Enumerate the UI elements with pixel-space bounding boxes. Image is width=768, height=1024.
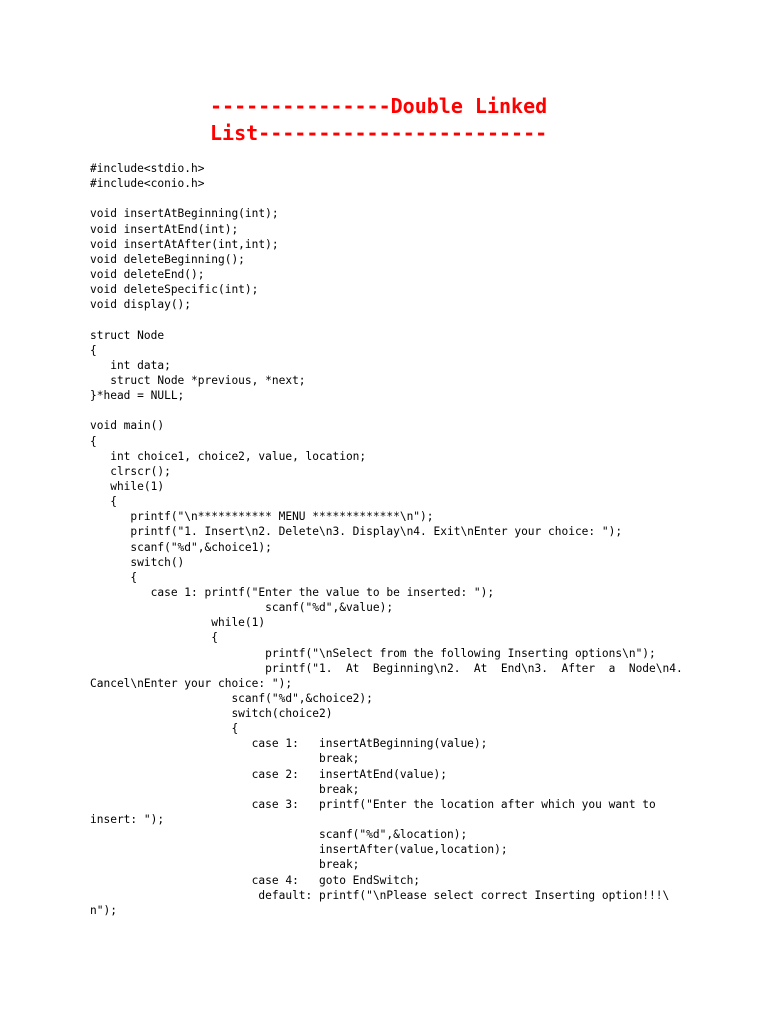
code-line: int data; bbox=[90, 358, 171, 372]
code-line: break; bbox=[90, 858, 360, 872]
code-line: break; bbox=[90, 752, 360, 766]
code-line: { bbox=[90, 722, 239, 736]
code-line: }*head = NULL; bbox=[90, 389, 185, 403]
code-line: n"); bbox=[90, 903, 117, 917]
code-line: void main() bbox=[90, 419, 165, 433]
code-line: void insertAtAfter(int,int); bbox=[90, 237, 279, 251]
code-line: scanf("%d",&value); bbox=[90, 601, 394, 615]
code-line: switch() bbox=[90, 555, 185, 569]
code-line: case 1: printf("Enter the value to be inserted: "); bbox=[90, 585, 495, 599]
code-line: printf("1. Insert\n2. Delete\n3. Display\n4. Exit\nEnter your choice: "); bbox=[90, 525, 623, 539]
code-line: struct Node bbox=[90, 328, 165, 342]
code-line: void deleteSpecific(int); bbox=[90, 283, 259, 297]
code-line bbox=[90, 403, 690, 418]
code-line: int choice1, choice2, value, location; bbox=[90, 449, 367, 463]
code-line: scanf("%d",&choice2); bbox=[90, 691, 373, 705]
code-line: printf("\nSelect from the following Inserting options\n"); bbox=[90, 646, 656, 660]
code-line: printf("1. At Beginning\n2. At End\n3. After a Node\n4. bbox=[90, 661, 683, 675]
code-line: insert: "); bbox=[90, 813, 165, 827]
code-line: void insertAtEnd(int); bbox=[90, 222, 239, 236]
code-line: { bbox=[90, 495, 117, 509]
document-title-line-1: ---------------Double Linked bbox=[210, 94, 548, 118]
code-line: while(1) bbox=[90, 616, 266, 630]
code-line: clrscr(); bbox=[90, 464, 171, 478]
code-line: { bbox=[90, 570, 138, 584]
code-line: insertAfter(value,location); bbox=[90, 843, 508, 857]
code-line: default: printf("\nPlease select correct Inserting option!!!\ bbox=[90, 888, 670, 902]
code-line: case 1: insertAtBeginning(value); bbox=[90, 737, 488, 751]
code-line: break; bbox=[90, 782, 360, 796]
code-line: case 4: goto EndSwitch; bbox=[90, 873, 421, 887]
code-line: Cancel\nEnter your choice: "); bbox=[90, 676, 293, 690]
code-line: while(1) bbox=[90, 479, 165, 493]
code-line: #include<conio.h> bbox=[90, 177, 205, 191]
code-line: void deleteEnd(); bbox=[90, 267, 205, 281]
code-line: printf("\n*********** MENU *************\n"); bbox=[90, 510, 434, 524]
code-listing bbox=[90, 161, 690, 918]
code-line bbox=[90, 312, 690, 327]
code-line bbox=[90, 191, 690, 206]
code-line: switch(choice2) bbox=[90, 707, 333, 721]
code-line: #include<stdio.h> bbox=[90, 162, 205, 175]
code-line: { bbox=[90, 631, 218, 645]
code-line: { bbox=[90, 434, 97, 448]
code-line: case 2: insertAtEnd(value); bbox=[90, 767, 447, 781]
code-line: void display(); bbox=[90, 298, 192, 312]
code-line: void insertAtBeginning(int); bbox=[90, 207, 279, 221]
code-line: scanf("%d",&location); bbox=[90, 828, 468, 842]
code-line: scanf("%d",&choice1); bbox=[90, 540, 272, 554]
document-title-line-2: List------------------------ bbox=[210, 121, 548, 145]
code-line: { bbox=[90, 343, 97, 357]
code-line: void deleteBeginning(); bbox=[90, 252, 245, 266]
code-line: case 3: printf("Enter the location after which you want to bbox=[90, 797, 656, 811]
code-line: struct Node *previous, *next; bbox=[90, 373, 306, 387]
